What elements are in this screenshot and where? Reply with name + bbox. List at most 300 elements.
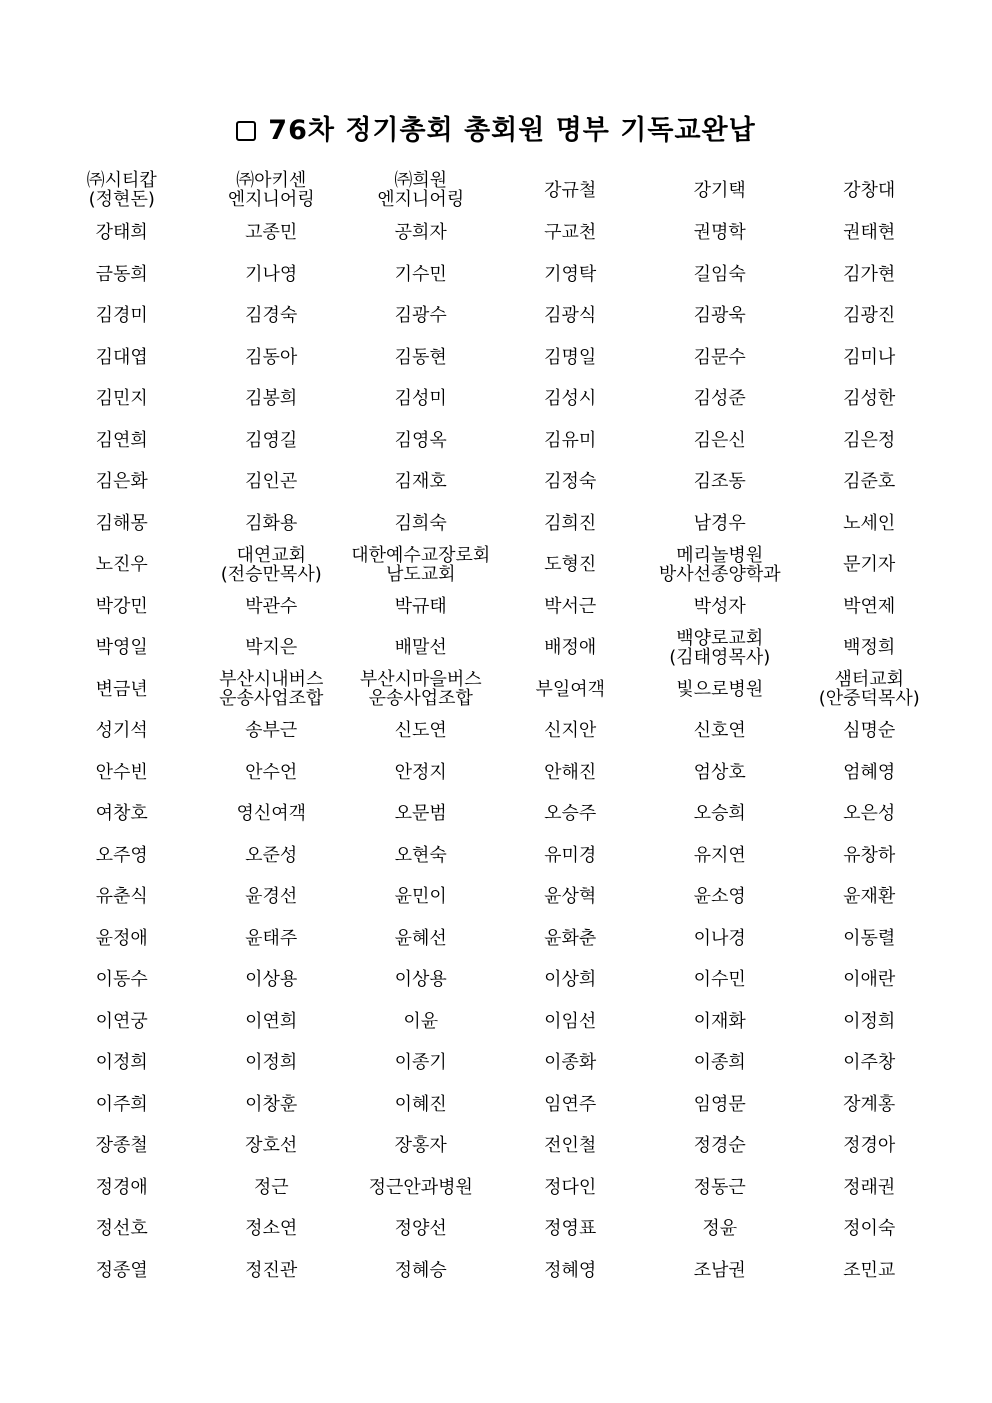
member-name-cell bbox=[346, 876, 496, 918]
member-name-cell bbox=[346, 337, 496, 379]
member-name-cell bbox=[795, 669, 945, 711]
member-name-cell bbox=[795, 1125, 945, 1167]
member-name: 안정지 bbox=[394, 761, 447, 783]
member-name-cell bbox=[645, 876, 795, 918]
member-name-cell bbox=[496, 1042, 646, 1084]
member-name-cell bbox=[346, 959, 496, 1001]
table-row bbox=[47, 461, 944, 503]
table-row bbox=[47, 1125, 944, 1167]
member-name-cell bbox=[197, 586, 347, 628]
member-name: 노진우 bbox=[95, 554, 148, 576]
member-name: 안수빈 bbox=[95, 761, 148, 783]
member-name: 배말선 bbox=[394, 637, 447, 659]
member-name: 김광식 bbox=[544, 305, 597, 327]
member-name-cell bbox=[47, 254, 197, 296]
member-name-cell bbox=[496, 461, 646, 503]
member-name: 조민교 bbox=[843, 1259, 896, 1281]
member-name: 남경우 bbox=[693, 512, 746, 534]
member-name-cell bbox=[795, 752, 945, 794]
member-name: 정혜영 bbox=[544, 1259, 597, 1281]
table-row bbox=[47, 1250, 944, 1292]
member-name: 김광욱 bbox=[693, 305, 746, 327]
member-name-cell bbox=[795, 1167, 945, 1209]
member-name: 박강민 bbox=[95, 595, 148, 617]
member-name-cell bbox=[795, 586, 945, 628]
member-name-cell bbox=[197, 710, 347, 752]
checkbox-square-icon bbox=[236, 121, 256, 141]
member-name-cell bbox=[47, 212, 197, 254]
member-name: 이종희 bbox=[693, 1052, 746, 1074]
member-name: 기영탁 bbox=[544, 263, 597, 285]
member-name-cell bbox=[47, 669, 197, 711]
member-name-cell bbox=[795, 212, 945, 254]
member-name: 금동희 bbox=[95, 263, 148, 285]
member-name: 오승주 bbox=[544, 803, 597, 825]
member-name: 영신여객 bbox=[236, 803, 307, 825]
table-row bbox=[47, 793, 944, 835]
member-name: 김조동 bbox=[693, 471, 746, 493]
member-name: 정영표 bbox=[544, 1218, 597, 1240]
member-name: 김대엽 bbox=[95, 346, 148, 368]
member-name-cell bbox=[795, 378, 945, 420]
member-name-cell bbox=[197, 461, 347, 503]
member-name: 신호연 bbox=[693, 720, 746, 742]
member-name: 정진관 bbox=[245, 1259, 298, 1281]
member-name-cell bbox=[346, 420, 496, 462]
member-name-line2: (전승만목사) bbox=[220, 563, 322, 585]
member-name: 유춘식 bbox=[95, 886, 148, 908]
member-name-cell bbox=[197, 420, 347, 462]
table-row bbox=[47, 876, 944, 918]
member-name-cell bbox=[346, 1167, 496, 1209]
member-name: 이상용 bbox=[245, 969, 298, 991]
member-name-cell bbox=[496, 835, 646, 877]
member-name-cell bbox=[496, 1250, 646, 1292]
member-name-cell bbox=[645, 461, 795, 503]
member-name: 김유미 bbox=[544, 429, 597, 451]
member-name: 대한예수교장로회 bbox=[351, 544, 491, 566]
member-name: 윤민이 bbox=[394, 886, 447, 908]
member-name: 김해몽 bbox=[95, 512, 148, 534]
table-row bbox=[47, 337, 944, 379]
member-name: 엄상호 bbox=[693, 761, 746, 783]
member-name-cell bbox=[795, 420, 945, 462]
member-name-cell bbox=[795, 1042, 945, 1084]
member-name: ㈜희원 bbox=[394, 170, 448, 191]
member-name-cell bbox=[197, 1250, 347, 1292]
member-name-cell bbox=[645, 793, 795, 835]
member-name-cell bbox=[795, 1208, 945, 1250]
member-name-cell bbox=[645, 378, 795, 420]
member-name-cell bbox=[645, 544, 795, 586]
member-name: 윤혜선 bbox=[394, 927, 447, 949]
member-name-cell bbox=[47, 1208, 197, 1250]
member-name-cell bbox=[795, 337, 945, 379]
member-name: 유지연 bbox=[693, 844, 746, 866]
member-name: 강창대 bbox=[843, 179, 896, 201]
member-name: 문기자 bbox=[843, 554, 896, 576]
member-name: 배정애 bbox=[544, 637, 597, 659]
member-name: 정종열 bbox=[95, 1259, 148, 1281]
member-name-cell bbox=[197, 1001, 347, 1043]
member-name-cell bbox=[47, 461, 197, 503]
member-name: 김명일 bbox=[544, 346, 597, 368]
member-name-cell bbox=[645, 710, 795, 752]
member-name: 기수민 bbox=[394, 263, 447, 285]
member-name: 오승희 bbox=[693, 803, 746, 825]
member-roster-table bbox=[47, 168, 944, 1291]
member-name: 이종기 bbox=[394, 1052, 447, 1074]
member-name: 백정희 bbox=[843, 637, 896, 659]
member-name: 정래권 bbox=[843, 1176, 896, 1198]
table-row bbox=[47, 168, 944, 212]
member-name: 박관수 bbox=[245, 595, 298, 617]
member-name-cell bbox=[496, 918, 646, 960]
member-name: 김성한 bbox=[843, 388, 896, 410]
member-name-cell bbox=[645, 168, 795, 212]
member-name-cell bbox=[795, 1250, 945, 1292]
member-name-cell bbox=[795, 793, 945, 835]
member-name: 김영길 bbox=[245, 429, 298, 451]
member-name: 김영옥 bbox=[394, 429, 447, 451]
member-name-cell bbox=[496, 793, 646, 835]
member-name: 김희진 bbox=[544, 512, 597, 534]
member-name: 정윤 bbox=[702, 1218, 738, 1240]
member-name: 김연희 bbox=[95, 429, 148, 451]
member-name: 백양로교회 bbox=[676, 627, 764, 649]
member-name: 엄혜영 bbox=[843, 761, 896, 783]
page-title-text: 76차 정기총회 총회원 명부 기독교완납 bbox=[268, 115, 756, 146]
member-name-cell bbox=[197, 503, 347, 545]
member-name: 윤상혁 bbox=[544, 886, 597, 908]
member-name-cell bbox=[197, 378, 347, 420]
member-name-cell bbox=[197, 1167, 347, 1209]
member-name: 오문범 bbox=[394, 803, 447, 825]
member-name: 윤정애 bbox=[95, 927, 148, 949]
member-name-line2: 운송사업조합 bbox=[219, 688, 324, 710]
member-name-cell bbox=[496, 420, 646, 462]
member-name: 정근 bbox=[253, 1176, 289, 1198]
member-name-cell bbox=[496, 168, 646, 212]
member-name-cell bbox=[197, 295, 347, 337]
member-name-line2: 엔지니어링 bbox=[227, 189, 315, 210]
member-name: 송부근 bbox=[245, 720, 298, 742]
member-name: 이연희 bbox=[245, 1010, 298, 1032]
member-name-cell bbox=[346, 168, 496, 212]
member-name-cell bbox=[346, 1084, 496, 1126]
member-name: 박서근 bbox=[544, 595, 597, 617]
member-name-cell bbox=[645, 295, 795, 337]
member-name: 공희자 bbox=[394, 222, 447, 244]
member-name: 조남권 bbox=[693, 1259, 746, 1281]
member-name-cell bbox=[795, 461, 945, 503]
table-row bbox=[47, 212, 944, 254]
member-name: 김은신 bbox=[693, 429, 746, 451]
member-name-cell bbox=[645, 1125, 795, 1167]
member-name: 이혜진 bbox=[394, 1093, 447, 1115]
table-row bbox=[47, 835, 944, 877]
member-name-cell bbox=[197, 959, 347, 1001]
member-name: 이정희 bbox=[245, 1052, 298, 1074]
table-row bbox=[47, 420, 944, 462]
member-name: 고종민 bbox=[245, 222, 298, 244]
table-row bbox=[47, 586, 944, 628]
member-name: 안수언 bbox=[245, 761, 298, 783]
member-name: 이수민 bbox=[693, 969, 746, 991]
member-name: 권명학 bbox=[693, 222, 746, 244]
member-name-cell bbox=[645, 669, 795, 711]
member-name: 오주영 bbox=[95, 844, 148, 866]
member-name-cell bbox=[197, 1084, 347, 1126]
member-name: 김광진 bbox=[843, 305, 896, 327]
member-name-cell bbox=[346, 1250, 496, 1292]
member-name: 변금년 bbox=[95, 678, 148, 700]
member-name-cell bbox=[795, 835, 945, 877]
member-name-cell bbox=[496, 586, 646, 628]
member-name: 이동렬 bbox=[843, 927, 896, 949]
member-name-cell bbox=[795, 627, 945, 669]
member-name: 김민지 bbox=[95, 388, 148, 410]
member-name-cell bbox=[47, 1042, 197, 1084]
member-name-cell bbox=[197, 752, 347, 794]
member-name-cell bbox=[197, 254, 347, 296]
member-name: 김정숙 bbox=[544, 471, 597, 493]
member-name: 구교천 bbox=[544, 222, 597, 244]
member-name: 임영문 bbox=[693, 1093, 746, 1115]
member-name: 유창하 bbox=[843, 844, 896, 866]
table-row bbox=[47, 1208, 944, 1250]
member-name: 이종화 bbox=[544, 1052, 597, 1074]
member-name-cell bbox=[645, 1208, 795, 1250]
member-name-cell bbox=[197, 212, 347, 254]
member-name-cell bbox=[47, 1001, 197, 1043]
member-name-cell bbox=[496, 710, 646, 752]
member-name-cell bbox=[496, 503, 646, 545]
member-name-cell bbox=[197, 669, 347, 711]
member-name: 정양선 bbox=[394, 1218, 447, 1240]
member-name-cell bbox=[197, 1042, 347, 1084]
member-name-cell bbox=[346, 544, 496, 586]
table-row bbox=[47, 1084, 944, 1126]
table-row bbox=[47, 669, 944, 711]
member-name-cell bbox=[645, 835, 795, 877]
member-name-cell bbox=[47, 752, 197, 794]
member-name-cell bbox=[496, 1125, 646, 1167]
member-name: 정선호 bbox=[95, 1218, 148, 1240]
member-name: 심명순 bbox=[843, 720, 896, 742]
member-name: 윤경선 bbox=[245, 886, 298, 908]
table-row bbox=[47, 1167, 944, 1209]
member-name-cell bbox=[47, 586, 197, 628]
member-name-cell bbox=[496, 212, 646, 254]
table-row bbox=[47, 254, 944, 296]
member-name-line2: (안중덕목사) bbox=[818, 688, 920, 710]
roster-body bbox=[47, 168, 944, 1291]
member-name: 이동수 bbox=[95, 969, 148, 991]
member-name-cell bbox=[346, 835, 496, 877]
member-name-cell bbox=[47, 1167, 197, 1209]
member-name: 정혜승 bbox=[394, 1259, 447, 1281]
member-name: 기나영 bbox=[245, 263, 298, 285]
member-name: 오현숙 bbox=[394, 844, 447, 866]
member-name: 김성준 bbox=[693, 388, 746, 410]
member-name-line2: 방사선종양학과 bbox=[658, 563, 781, 585]
member-name-cell bbox=[47, 168, 197, 212]
member-name-cell bbox=[47, 627, 197, 669]
member-name: 정이숙 bbox=[843, 1218, 896, 1240]
member-name-cell bbox=[197, 337, 347, 379]
member-name: 김경숙 bbox=[245, 305, 298, 327]
member-name: 윤재환 bbox=[843, 886, 896, 908]
member-name-cell bbox=[47, 793, 197, 835]
member-name-cell bbox=[346, 378, 496, 420]
member-name-cell bbox=[197, 627, 347, 669]
member-name: 임연주 bbox=[544, 1093, 597, 1115]
member-name: 이정희 bbox=[95, 1052, 148, 1074]
member-name: 이주희 bbox=[95, 1093, 148, 1115]
member-name-cell bbox=[496, 752, 646, 794]
member-name-cell bbox=[496, 876, 646, 918]
member-name-cell bbox=[795, 1084, 945, 1126]
member-name: 전인철 bbox=[544, 1135, 597, 1157]
member-name: 김문수 bbox=[693, 346, 746, 368]
member-name: 김봉희 bbox=[245, 388, 298, 410]
member-name: 박규태 bbox=[394, 595, 447, 617]
member-name-cell bbox=[496, 378, 646, 420]
member-name: 김동아 bbox=[245, 346, 298, 368]
table-row bbox=[47, 544, 944, 586]
member-name: 정동근 bbox=[693, 1176, 746, 1198]
member-name: 대연교회 bbox=[236, 544, 307, 566]
member-name: 강기택 bbox=[693, 179, 746, 201]
member-name-cell bbox=[645, 918, 795, 960]
member-name: 이상희 bbox=[544, 969, 597, 991]
member-name: 장종철 bbox=[95, 1135, 148, 1157]
member-name-cell bbox=[197, 918, 347, 960]
member-name-cell bbox=[645, 1084, 795, 1126]
member-name: 장호선 bbox=[245, 1135, 298, 1157]
member-name: 윤태주 bbox=[245, 927, 298, 949]
member-name: 김가현 bbox=[843, 263, 896, 285]
member-name-cell bbox=[346, 1208, 496, 1250]
member-name: 이임선 bbox=[544, 1010, 597, 1032]
member-name: 윤화춘 bbox=[544, 927, 597, 949]
member-name-cell bbox=[795, 876, 945, 918]
member-name-cell bbox=[346, 295, 496, 337]
member-name-cell bbox=[47, 1084, 197, 1126]
member-name: 성기석 bbox=[95, 720, 148, 742]
member-name: 박성자 bbox=[693, 595, 746, 617]
member-name: 김성미 bbox=[394, 388, 447, 410]
member-name: 여창호 bbox=[95, 803, 148, 825]
member-name: 부일여객 bbox=[535, 678, 606, 700]
member-name-cell bbox=[346, 627, 496, 669]
member-name-cell bbox=[346, 1042, 496, 1084]
member-name: 김은정 bbox=[843, 429, 896, 451]
member-name-cell bbox=[795, 918, 945, 960]
member-name-cell bbox=[496, 669, 646, 711]
member-name-cell bbox=[496, 544, 646, 586]
member-name: 이창훈 bbox=[245, 1093, 298, 1115]
member-name: 윤소영 bbox=[693, 886, 746, 908]
member-name-cell bbox=[346, 793, 496, 835]
member-name-cell bbox=[197, 835, 347, 877]
table-row bbox=[47, 710, 944, 752]
member-name: 장홍자 bbox=[394, 1135, 447, 1157]
member-name: 도형진 bbox=[544, 554, 597, 576]
member-name: 안해진 bbox=[544, 761, 597, 783]
member-name: 정소연 bbox=[245, 1218, 298, 1240]
member-name: 박연제 bbox=[843, 595, 896, 617]
member-name-cell bbox=[346, 1001, 496, 1043]
table-row bbox=[47, 503, 944, 545]
member-name-cell bbox=[795, 254, 945, 296]
member-name-line2: (김태영목사) bbox=[669, 646, 771, 668]
member-name-cell bbox=[645, 1042, 795, 1084]
member-name-cell bbox=[496, 1167, 646, 1209]
table-row bbox=[47, 959, 944, 1001]
member-name: 이상용 bbox=[394, 969, 447, 991]
member-name-line2: (정현돈) bbox=[88, 189, 155, 210]
member-name-cell bbox=[346, 918, 496, 960]
table-row bbox=[47, 627, 944, 669]
member-name: 정근안과병원 bbox=[368, 1176, 473, 1198]
member-name: ㈜시티캅 bbox=[86, 170, 157, 191]
member-name-cell bbox=[47, 1125, 197, 1167]
member-name: 이애란 bbox=[843, 969, 896, 991]
member-name-cell bbox=[795, 959, 945, 1001]
member-name-cell bbox=[496, 295, 646, 337]
member-name: 김성시 bbox=[544, 388, 597, 410]
member-name: 김경미 bbox=[95, 305, 148, 327]
member-name-cell bbox=[645, 420, 795, 462]
member-name-cell bbox=[197, 544, 347, 586]
member-name: 정경순 bbox=[693, 1135, 746, 1157]
member-name-cell bbox=[645, 503, 795, 545]
member-name-line2: 운송사업조합 bbox=[368, 688, 473, 710]
member-name-cell bbox=[47, 1250, 197, 1292]
member-name: 김동현 bbox=[394, 346, 447, 368]
table-row bbox=[47, 918, 944, 960]
member-name: 강규철 bbox=[544, 179, 597, 201]
member-name: 길임숙 bbox=[693, 263, 746, 285]
member-name: 박지은 bbox=[245, 637, 298, 659]
member-name: 메리놀병원 bbox=[676, 544, 764, 566]
member-name-cell bbox=[496, 627, 646, 669]
member-name-cell bbox=[795, 710, 945, 752]
member-name-cell bbox=[645, 337, 795, 379]
member-name-cell bbox=[47, 503, 197, 545]
member-name: 이재화 bbox=[693, 1010, 746, 1032]
member-name: 샘터교회 bbox=[834, 669, 905, 691]
member-name-cell bbox=[47, 544, 197, 586]
page-title bbox=[0, 108, 992, 147]
member-name-cell bbox=[47, 959, 197, 1001]
member-name-cell bbox=[346, 752, 496, 794]
member-name-cell bbox=[47, 835, 197, 877]
member-name-cell bbox=[496, 1001, 646, 1043]
member-name: 이연궁 bbox=[95, 1010, 148, 1032]
member-name: 김은화 bbox=[95, 471, 148, 493]
member-name-cell bbox=[795, 295, 945, 337]
member-name-line2: 엔지니어링 bbox=[377, 189, 465, 210]
member-name-cell bbox=[645, 212, 795, 254]
table-row bbox=[47, 295, 944, 337]
member-name-cell bbox=[645, 254, 795, 296]
member-name-cell bbox=[496, 959, 646, 1001]
member-name-cell bbox=[496, 254, 646, 296]
member-name-cell bbox=[645, 1001, 795, 1043]
